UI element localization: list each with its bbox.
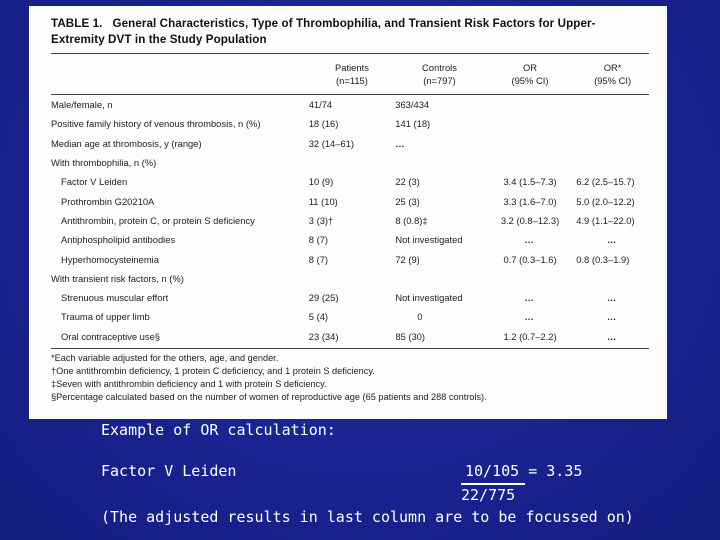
table-section-row	[51, 153, 649, 172]
row-label: Trauma of upper limb	[61, 311, 150, 323]
cell-patients: 10 (9)	[308, 176, 334, 188]
table-bottom-rule	[51, 348, 649, 349]
table-title	[51, 16, 649, 48]
table-number: TABLE 1.	[51, 17, 103, 30]
table-row	[51, 249, 649, 268]
calc-numerator: 10/105 = 3.35	[465, 462, 583, 480]
footnote: †One antithrombin deficiency, 1 protein C deficiency, and 1 protein S deficiency.	[51, 366, 375, 377]
cell-or: 0.7 (0.3–1.6)	[503, 253, 557, 265]
cell-patients: 5 (4)	[308, 311, 329, 323]
table-card	[29, 6, 667, 419]
cell-patients: 29 (25)	[308, 292, 339, 304]
row-label: Factor V Leiden	[61, 176, 128, 188]
table-footnotes	[51, 352, 649, 405]
header-patients-n: (n=115)	[336, 75, 368, 86]
table-header-row	[51, 54, 649, 94]
header-or-adjusted-label: OR*	[603, 62, 622, 73]
cell-controls: Not investigated	[395, 292, 463, 304]
calc-denominator: 22/775	[461, 486, 516, 504]
cell-patients: 11 (10)	[308, 195, 338, 207]
table-section-row	[51, 269, 649, 288]
cell-or: …	[524, 234, 536, 246]
footnote: ‡Seven with antithrombin deficiency and 1 with protein S deficiency.	[51, 379, 327, 390]
cell-or: …	[524, 311, 536, 323]
table-row	[51, 307, 649, 326]
cell-or-adjusted: …	[606, 311, 619, 323]
row-label: Oral contraceptive use§	[61, 330, 161, 342]
table-row	[51, 230, 649, 249]
cell-or-adjusted: …	[606, 292, 619, 304]
header-or-label: OR	[522, 62, 537, 73]
cell-controls: 85 (30)	[395, 330, 426, 342]
row-label: Antiphospholipid antibodies	[61, 234, 176, 246]
cell-or-adjusted: …	[606, 234, 619, 246]
table-row	[51, 95, 649, 114]
cell-patients: 32 (14–61)	[308, 137, 355, 149]
cell-controls: 8 (0.8)‡	[395, 214, 428, 226]
table-row	[51, 211, 649, 230]
table-row	[51, 327, 649, 346]
cell-or-adjusted: 5.0 (2.0–12.2)	[576, 195, 635, 207]
cell-or-adjusted: 6.2 (2.5–15.7)	[576, 176, 635, 188]
cell-controls: 0	[417, 311, 423, 323]
cell-patients: 3 (3)†	[308, 214, 334, 226]
row-label: Hyperhomocysteinemia	[61, 253, 159, 265]
cell-controls: 72 (9)	[395, 253, 420, 265]
cell-controls: 363/434	[395, 99, 430, 111]
cell-or-adjusted: …	[606, 330, 619, 342]
section-label: With transient risk factors, n (%)	[51, 272, 184, 284]
cell-patients: 18 (16)	[308, 118, 339, 130]
cell-or: …	[524, 292, 536, 304]
cell-controls: 22 (3)	[395, 176, 420, 188]
cell-or-adjusted: 0.8 (0.3–1.9)	[576, 253, 630, 265]
cell-or: 3.4 (1.5–7.3)	[503, 176, 557, 188]
row-label: Positive family history of venous thrombosis, n (%)	[51, 118, 261, 130]
header-controls-label: Controls	[422, 62, 457, 73]
table-row	[51, 172, 649, 191]
table-row	[51, 288, 649, 307]
header-or-ci: (95% CI)	[511, 75, 549, 86]
cell-or: 3.3 (1.6–7.0)	[503, 195, 557, 207]
table-row	[51, 114, 649, 133]
table-body	[51, 95, 649, 346]
header-or-adjusted	[576, 61, 649, 87]
footnote: *Each variable adjusted for the others, age, and gender.	[51, 352, 279, 363]
header-patients-label: Patients	[335, 62, 369, 73]
footnote: §Percentage calculated based on the number of women of reproductive age (65 patients and 288 controls).	[51, 392, 487, 403]
header-or	[484, 61, 576, 87]
adjusted-note: (The adjusted results in last column are to be focussed on)	[101, 508, 634, 526]
cell-controls: …	[395, 137, 407, 149]
cell-patients: 41/74	[308, 99, 333, 111]
row-label: Male/female, n	[51, 99, 113, 111]
cell-patients: 8 (7)	[308, 253, 329, 265]
table-row	[51, 191, 649, 210]
header-controls	[395, 61, 484, 87]
row-label: Antithrombin, protein C, or protein S deficiency	[61, 214, 255, 226]
example-caption: Example of OR calculation:	[101, 421, 336, 439]
table-row	[51, 134, 649, 153]
row-label: Median age at thrombosis, y (range)	[51, 137, 202, 149]
header-patients	[309, 61, 396, 87]
cell-controls: Not investigated	[395, 234, 463, 246]
cell-or: 3.2 (0.8–12.3)	[500, 214, 560, 226]
section-label: With thrombophilia, n (%)	[51, 157, 157, 169]
cell-or: 1.2 (0.7–2.2)	[503, 330, 557, 342]
cell-patients: 8 (7)	[308, 234, 329, 246]
cell-or-adjusted: 4.9 (1.1–22.0)	[576, 214, 635, 226]
cell-patients: 23 (34)	[308, 330, 339, 342]
fraction-bar	[461, 483, 525, 485]
table-title-text: General Characteristics, Type of Thrombophilia, and Transient Risk Factors for Upper-Extremity DVT in the Study Population	[51, 17, 596, 46]
header-controls-n: (n=797)	[423, 75, 456, 86]
row-label: Strenuous muscular effort	[61, 292, 169, 304]
cell-controls: 141 (18)	[395, 118, 431, 130]
header-or-adjusted-ci: (95% CI)	[594, 75, 632, 86]
cell-controls: 25 (3)	[395, 195, 420, 207]
factor-label: Factor V Leiden	[101, 462, 237, 480]
row-label: Prothrombin G20210A	[61, 195, 155, 207]
